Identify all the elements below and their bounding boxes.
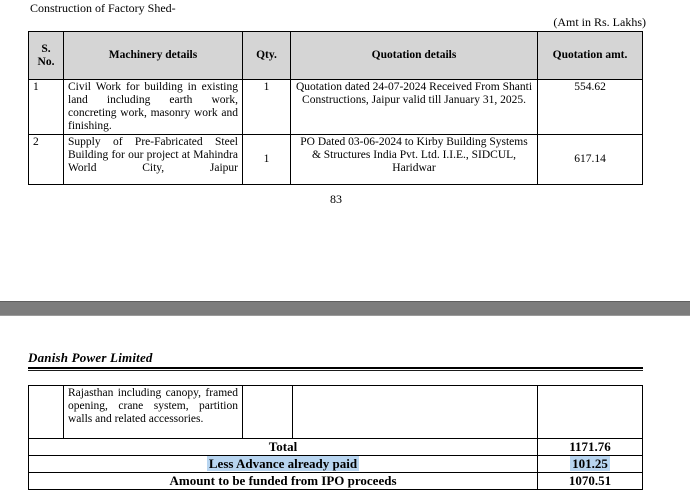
- quotation-table: [28, 31, 643, 185]
- less-advance-row: [29, 456, 643, 473]
- cell-amount: 617.14: [538, 135, 643, 185]
- total-label: Total: [29, 439, 538, 456]
- cell-machinery: Rajasthan including canopy, framed opening, crane system, partition walls and related accessories.: [64, 386, 243, 439]
- cell-quotation: Quotation dated 24-07-2024 Received From Shanti Constructions, Jaipur valid till January 31, 2025.: [291, 80, 538, 135]
- page-break-divider: [0, 301, 690, 316]
- total-amount: 1171.76: [538, 439, 643, 456]
- cell-amount: [538, 386, 643, 439]
- cell-machinery: Civil Work for building in existing land including earth work, concreting work, masonry work and finishing.: [64, 80, 243, 135]
- header-s-no: S. No.: [29, 32, 64, 80]
- table-header-row: [29, 32, 643, 80]
- unit-note: (Amt in Rs. Lakhs): [553, 15, 646, 29]
- cell-qty: [243, 386, 293, 439]
- total-row: [29, 439, 643, 456]
- cell-qty: 1: [243, 80, 291, 135]
- table-row-continuation: [29, 386, 643, 439]
- cell-quotation: [293, 386, 538, 439]
- continuation-table: [28, 385, 643, 490]
- less-advance-amount: [538, 456, 643, 473]
- cell-amount: 554.62: [538, 80, 643, 135]
- ipo-proceeds-amount: 1070.51: [538, 473, 643, 490]
- company-header: Danish Power Limited: [28, 350, 153, 365]
- header-quotation-amt: Quotation amt.: [538, 32, 643, 80]
- cell-s-no: 2: [29, 135, 64, 185]
- selection-highlight: 101.25: [572, 456, 608, 471]
- cell-qty: 1: [243, 135, 291, 185]
- less-advance-label: [29, 456, 538, 473]
- table-row: [29, 80, 643, 135]
- ipo-proceeds-label: Amount to be funded from IPO proceeds: [29, 473, 538, 490]
- header-quotation-details: Quotation details: [291, 32, 538, 80]
- cell-quotation: PO Dated 03-06-2024 to Kirby Building Systems & Structures India Pvt. Ltd. I.I.E., SIDCUL, Haridwar: [291, 135, 538, 185]
- cell-s-no: [29, 386, 64, 439]
- header-rule: [28, 367, 643, 371]
- ipo-proceeds-row: [29, 473, 643, 490]
- cell-machinery: Supply of Pre-Fabricated Steel Building for our project at Mahindra World City, Jaipur: [64, 135, 243, 185]
- table-row: [29, 135, 643, 185]
- cell-s-no: 1: [29, 80, 64, 135]
- page-number: 83: [330, 192, 342, 206]
- document-title: Construction of Factory Shed-: [30, 1, 176, 15]
- selection-highlight: Less Advance already paid: [208, 456, 358, 471]
- header-qty: Qty.: [243, 32, 291, 80]
- header-machinery-details: Machinery details: [64, 32, 243, 80]
